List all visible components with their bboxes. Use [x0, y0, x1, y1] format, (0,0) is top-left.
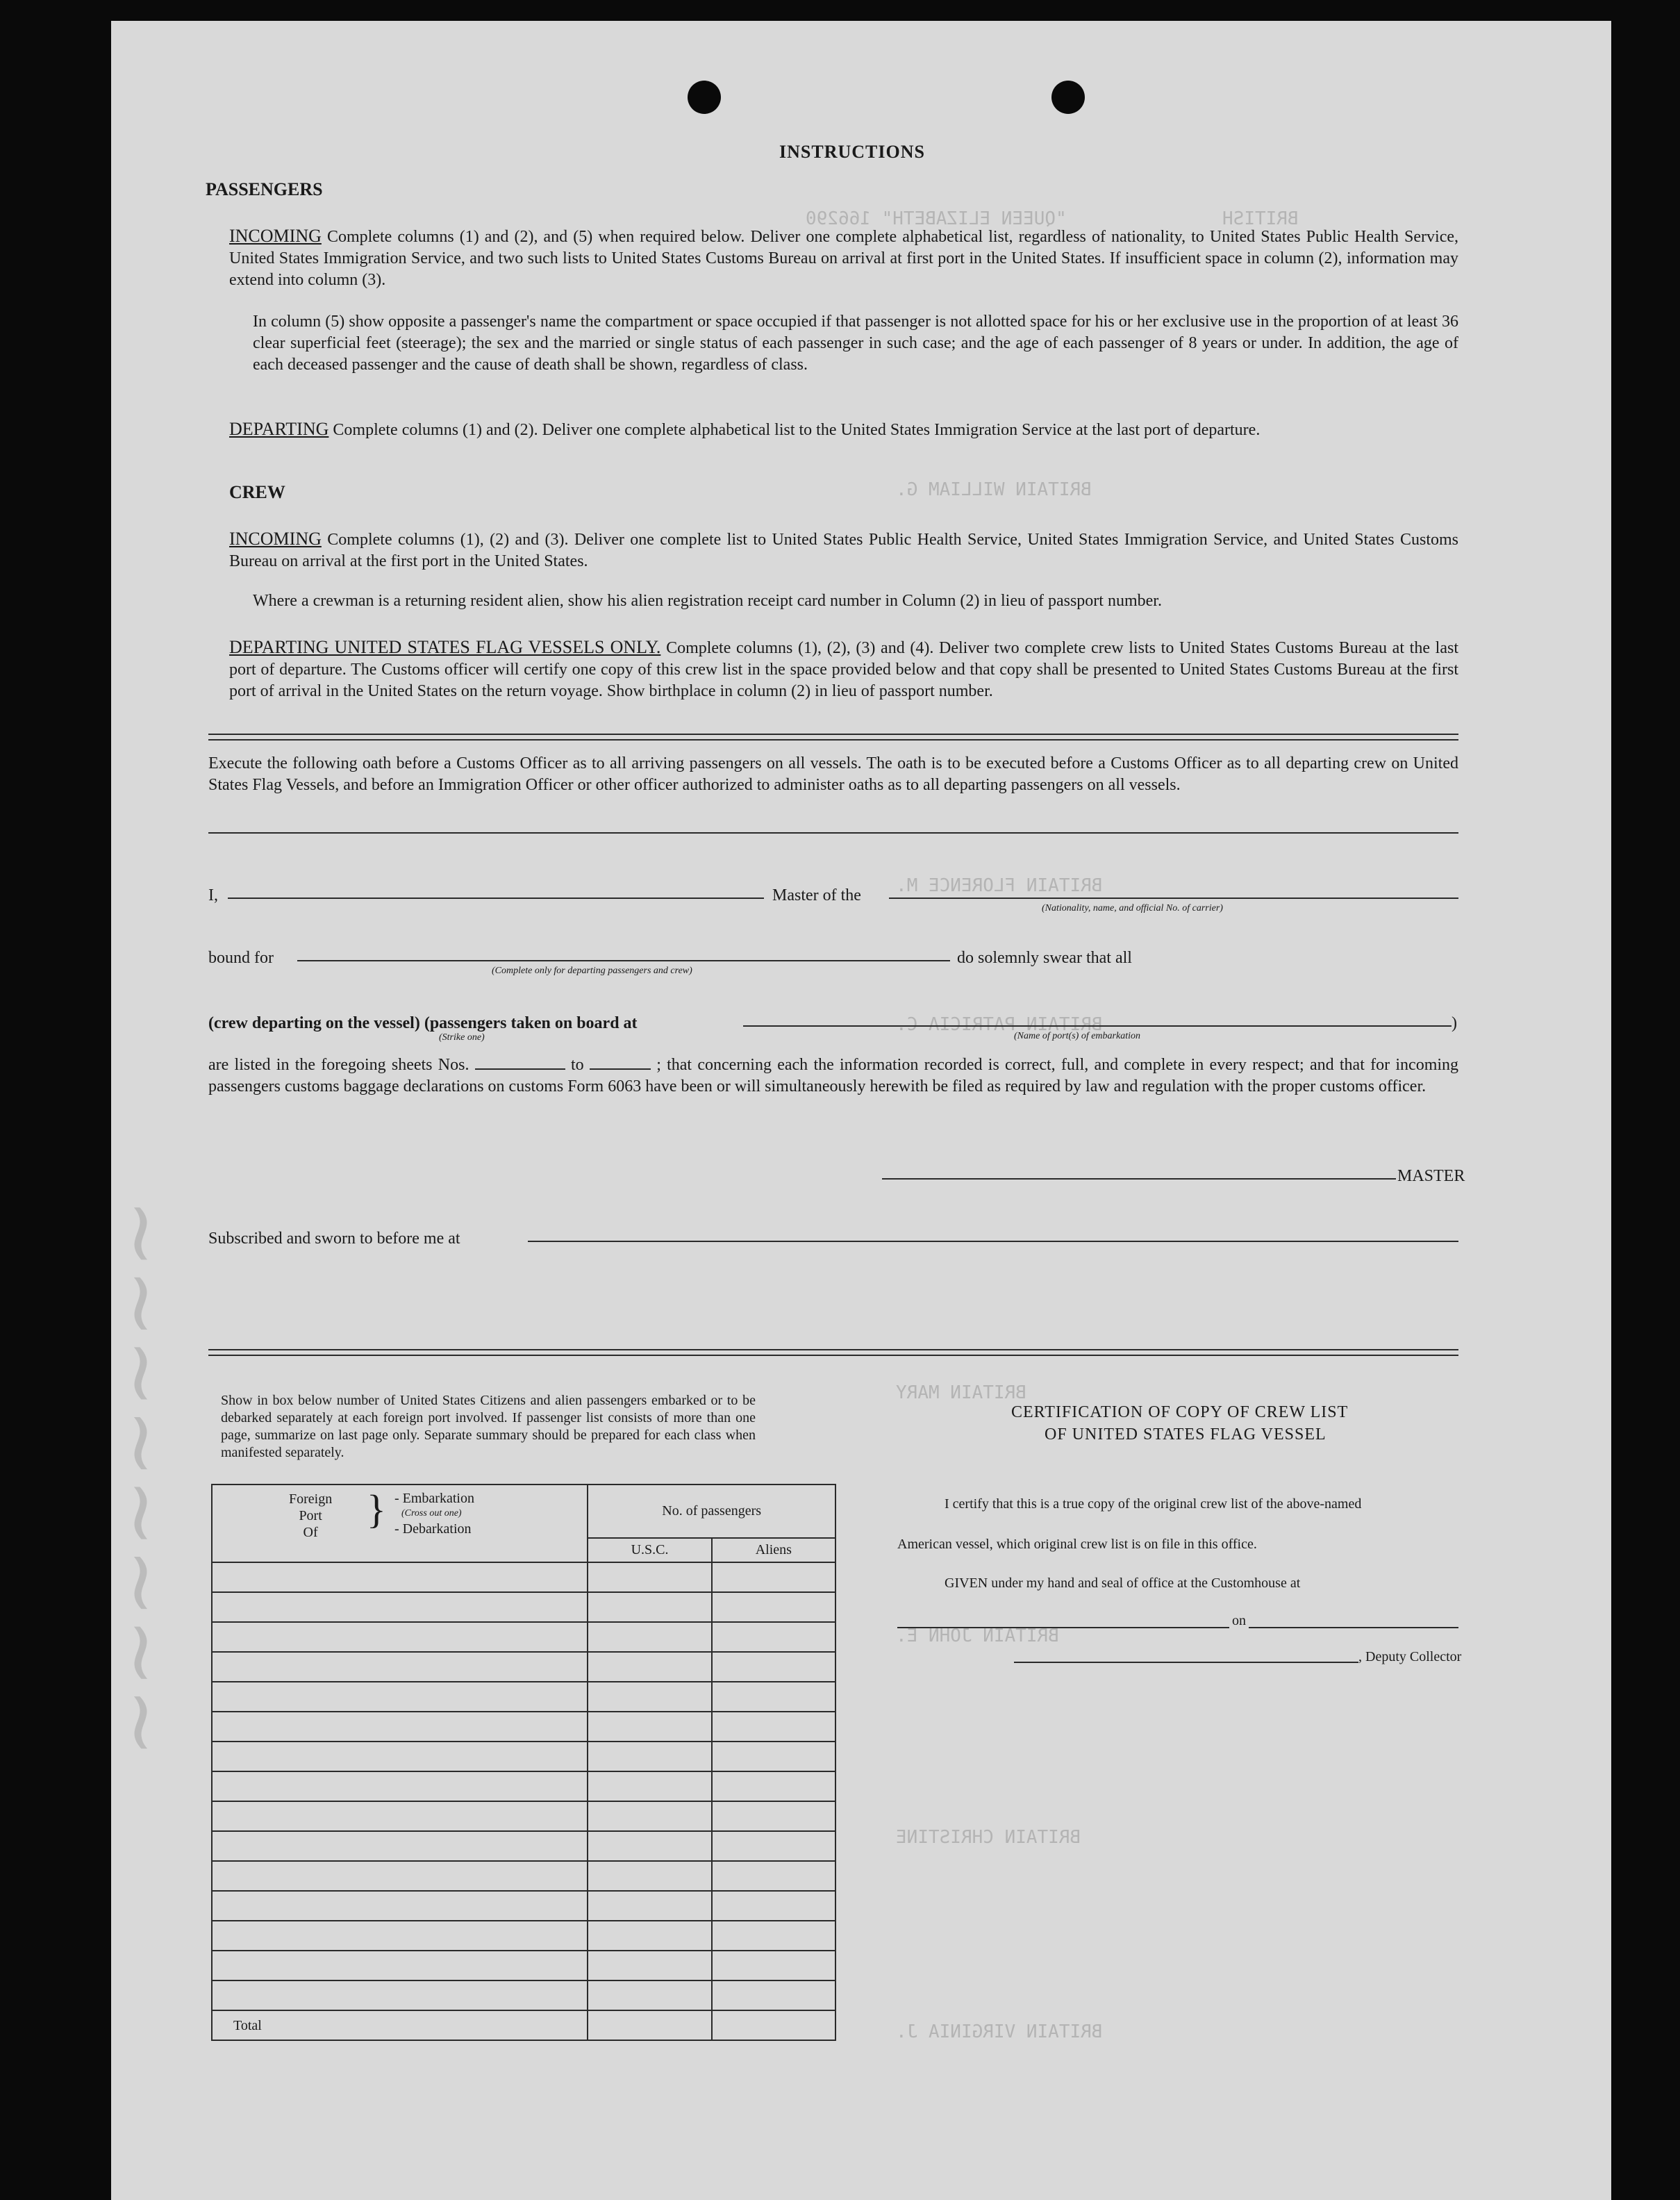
passenger-summary-table — [211, 1484, 836, 2041]
passengers-incoming-paragraph — [229, 225, 1458, 291]
total-aliens-cell[interactable] — [712, 2010, 835, 2040]
crew-resident-paragraph — [253, 590, 1458, 612]
usc-cell[interactable] — [588, 1801, 711, 1831]
crew-heading: CREW — [229, 482, 285, 502]
on-label: on — [1229, 1613, 1249, 1629]
punch-hole-left — [688, 81, 721, 114]
no-of-passengers-header: No. of passengers — [588, 1484, 835, 1538]
foreign-label: Foreign — [289, 1491, 333, 1507]
passengers-incoming-text: Complete columns (1) and (2), and (5) when required below. Deliver one complete alphabetical list, regardless of nationality, to United States Public Health Service, United States Immigration Service, and two such lists to United States Customs Bureau on arrival at first port in the United States. If insufficient space in column (2), information may extend into column (3). — [229, 228, 1459, 289]
sheet-from-field[interactable] — [475, 1056, 565, 1070]
aliens-cell[interactable] — [712, 1622, 835, 1652]
usc-cell[interactable] — [588, 1682, 711, 1712]
oath-intro: Execute the following oath before a Customs Officer as to all arriving passengers on all vessels. The oath is to be executed before a Customs Officer as to all departing crew on United States Flag Vessels, and before an Immigration Officer or other officer authorized to administer oaths as to all departing passengers on all vessels. — [208, 754, 1458, 794]
aliens-cell[interactable] — [712, 1861, 835, 1891]
usc-cell[interactable] — [588, 1592, 711, 1622]
bleed-through-text: BRITAIN FLORENCE M. — [896, 875, 1103, 896]
deputy-collector-field[interactable] — [1014, 1662, 1358, 1663]
sheet-to-field[interactable] — [590, 1056, 651, 1070]
bound-for-field[interactable] — [297, 960, 950, 961]
aliens-cell[interactable] — [712, 1742, 835, 1771]
port-cell[interactable] — [212, 1891, 588, 1921]
usc-cell[interactable] — [588, 1951, 711, 1980]
usc-cell[interactable] — [588, 1831, 711, 1861]
port-cell[interactable] — [212, 1801, 588, 1831]
aliens-cell[interactable] — [712, 1682, 835, 1712]
section-divider-2 — [208, 1349, 1458, 1356]
usc-cell[interactable] — [588, 1622, 711, 1652]
foreign-port-of-label — [289, 1491, 332, 1541]
port-cell[interactable] — [212, 1771, 588, 1801]
carrier-field[interactable] — [889, 898, 1458, 899]
crew-resident-text: Where a crewman is a returning resident alien, show his alien registration receipt card number in Column (2) in lieu of passport number. — [253, 592, 1162, 610]
bleed-through-text: BRITAIN VIRGINIA J. — [896, 2021, 1103, 2042]
port-cell[interactable] — [212, 1682, 588, 1712]
port-cell[interactable] — [212, 1622, 588, 1652]
given-text: GIVEN under my hand and seal of office at the Customhouse at — [945, 1575, 1301, 1591]
usc-cell[interactable] — [588, 1980, 711, 2010]
certify-line-1: I certify that this is a true copy of the original crew list of the above-named — [945, 1496, 1362, 1512]
usc-cell[interactable] — [588, 1562, 711, 1592]
bleed-through-text: BRITISH — [1222, 208, 1299, 229]
aliens-cell[interactable] — [712, 1921, 835, 1951]
embarkation-close-paren: ) — [1452, 1014, 1457, 1032]
aliens-cell[interactable] — [712, 1652, 835, 1682]
embarkation-port-field[interactable] — [743, 1025, 1452, 1027]
port-cell[interactable] — [212, 1921, 588, 1951]
port-subheader-cell — [212, 1538, 588, 1562]
aliens-header: Aliens — [712, 1538, 835, 1562]
punch-hole-right — [1051, 81, 1085, 114]
master-of-the-label: Master of the — [772, 886, 861, 904]
master-label: MASTER — [1397, 1167, 1465, 1185]
embarkation-caption: (Name of port(s) of embarkation — [1014, 1031, 1140, 1041]
port-label: Port — [299, 1508, 322, 1523]
master-name-field[interactable] — [228, 898, 764, 899]
section-divider — [208, 734, 1458, 741]
aliens-cell[interactable] — [712, 1801, 835, 1831]
usc-cell[interactable] — [588, 1742, 711, 1771]
usc-cell[interactable] — [588, 1861, 711, 1891]
oath-i-label: I, — [208, 886, 218, 904]
port-cell[interactable] — [212, 1652, 588, 1682]
crew-departing-paragraph — [229, 636, 1458, 702]
crew-departing-text: Complete columns (1), (2), (3) and (4). Deliver two complete crew lists to United States Customs Bureau at the last port of departure. The Customs officer will certify one copy of this crew list in the space provided below and that copy shall be presented to United States Customs Bureau at the first port of arrival in the United States on the return voyage. Show birthplace in column (2) in lieu of passport number. — [229, 639, 1458, 700]
port-cell[interactable] — [212, 1712, 588, 1742]
bleed-through-text: BRITAIN WILLIAM G. — [896, 479, 1092, 500]
passengers-departing-label: DEPARTING — [229, 419, 329, 439]
listed-paragraph — [208, 1054, 1458, 1098]
port-cell[interactable] — [212, 1742, 588, 1771]
bleed-through-text: BRITAIN MARY — [896, 1382, 1026, 1403]
passengers-departing-paragraph — [229, 418, 1458, 441]
cross-out-caption: (Cross out one) — [401, 1508, 462, 1519]
master-signature-field[interactable] — [882, 1178, 1396, 1180]
bleed-through-text: BRITAIN JOHN E. — [896, 1626, 1059, 1646]
port-cell[interactable] — [212, 1592, 588, 1622]
certification-heading-1: CERTIFICATION OF COPY OF CREW LIST — [1011, 1403, 1349, 1421]
port-cell[interactable] — [212, 1562, 588, 1592]
usc-header: U.S.C. — [588, 1538, 711, 1562]
swear-text: do solemnly swear that all — [957, 949, 1132, 967]
embarkation-label: - Embarkation — [394, 1491, 474, 1506]
bleed-through-text: "QUEEN ELIZABETH" 166290 — [806, 208, 1067, 229]
usc-cell[interactable] — [588, 1712, 711, 1742]
total-usc-cell[interactable] — [588, 2010, 711, 2040]
aliens-cell[interactable] — [712, 1592, 835, 1622]
crew-departing-label: DEPARTING UNITED STATES FLAG VESSELS ONLY. — [229, 637, 661, 657]
port-header-cell — [212, 1484, 588, 1538]
bound-for-label: bound for — [208, 949, 274, 967]
crew-incoming-label: INCOMING — [229, 529, 322, 549]
bound-for-caption: (Complete only for departing passengers and crew) — [492, 966, 692, 976]
port-cell[interactable] — [212, 1861, 588, 1891]
brace-icon: } — [367, 1487, 386, 1532]
port-cell[interactable] — [212, 1831, 588, 1861]
aliens-cell[interactable] — [712, 1562, 835, 1592]
usc-cell[interactable] — [588, 1652, 711, 1682]
usc-cell[interactable] — [588, 1921, 711, 1951]
subscribed-field[interactable] — [528, 1241, 1458, 1242]
subscribed-label: Subscribed and sworn to before me at — [208, 1230, 460, 1248]
passengers-column5-text: In column (5) show opposite a passenger's name the compartment or space occupied if that passenger is not allotted space for his or her exclusive use in the proportion of at least 36 clear superficial feet (steerage); the sex and the married or single status of each passenger in such case; and the age of each passenger of 8 years or under. In addition, the age of each deceased passenger and the cause of death shall be shown, regardless of class. — [253, 313, 1458, 374]
deputy-collector-label: , Deputy Collector — [1358, 1649, 1462, 1664]
certify-line-2: American vessel, which original crew list is on file in this office. — [897, 1537, 1257, 1552]
crew-departing-text: (crew departing on the vessel) (passengers taken on board at — [208, 1014, 638, 1032]
passengers-column5-paragraph — [253, 311, 1458, 376]
usc-cell[interactable] — [588, 1771, 711, 1801]
document-page — [90, 21, 1611, 2200]
bleed-through-text: BRITAIN CHRISTINE — [896, 1827, 1081, 1848]
usc-cell[interactable] — [588, 1891, 711, 1921]
listed-text-b: ; that concerning each the information recorded is correct, full, and complete in every respect; and that for incoming passengers customs baggage declarations on customs Form 6063 have been or will simultaneously herewith be filed as required by law and regulation with the proper customs officer. — [208, 1056, 1459, 1095]
port-cell[interactable] — [212, 1951, 588, 1980]
debarkation-label: - Debarkation — [394, 1521, 472, 1537]
date-field[interactable] — [1264, 1627, 1458, 1628]
bleed-through-text: BRITAIN PATRICIA C. — [896, 1014, 1103, 1035]
listed-to-label: to — [570, 1056, 584, 1074]
aliens-cell[interactable] — [712, 1712, 835, 1742]
aliens-cell[interactable] — [712, 1771, 835, 1801]
embark-debark-label — [394, 1491, 474, 1537]
page-title: INSTRUCTIONS — [779, 142, 925, 162]
listed-text-a: are listed in the foregoing sheets Nos. — [208, 1056, 469, 1074]
oath-divider — [208, 832, 1458, 834]
aliens-cell[interactable] — [712, 1980, 835, 2010]
passengers-heading: PASSENGERS — [206, 179, 323, 199]
aliens-cell[interactable] — [712, 1891, 835, 1921]
crew-incoming-text: Complete columns (1), (2) and (3). Deliver one complete list to United States Public Health Service, United States Immigration Service, and United States Customs Bureau on arrival at the first port in the United States. — [229, 531, 1459, 570]
carrier-caption: (Nationality, name, and official No. of carrier) — [1042, 903, 1223, 913]
margin-handwriting: ~~~~~~~~ — [90, 1198, 187, 1757]
summary-instructions: Show in box below number of United States Citizens and alien passengers embarked or to be debarked separately at each foreign port involved. If passenger list consists of more than one page, summarize on last page only. Separate summary should be prepared for each class when manifested separately. — [221, 1393, 756, 1460]
port-cell[interactable] — [212, 1980, 588, 2010]
aliens-cell[interactable] — [712, 1831, 835, 1861]
aliens-cell[interactable] — [712, 1951, 835, 1980]
certification-heading-2: OF UNITED STATES FLAG VESSEL — [1045, 1425, 1326, 1444]
passengers-incoming-label: INCOMING — [229, 226, 322, 246]
crew-incoming-paragraph — [229, 528, 1458, 572]
passengers-departing-text: Complete columns (1) and (2). Deliver one complete alphabetical list to the United States Immigration Service at the last port of departure. — [333, 421, 1261, 439]
strike-one-caption: (Strike one) — [439, 1032, 485, 1043]
of-label: Of — [303, 1525, 318, 1540]
total-label: Total — [212, 2010, 588, 2040]
